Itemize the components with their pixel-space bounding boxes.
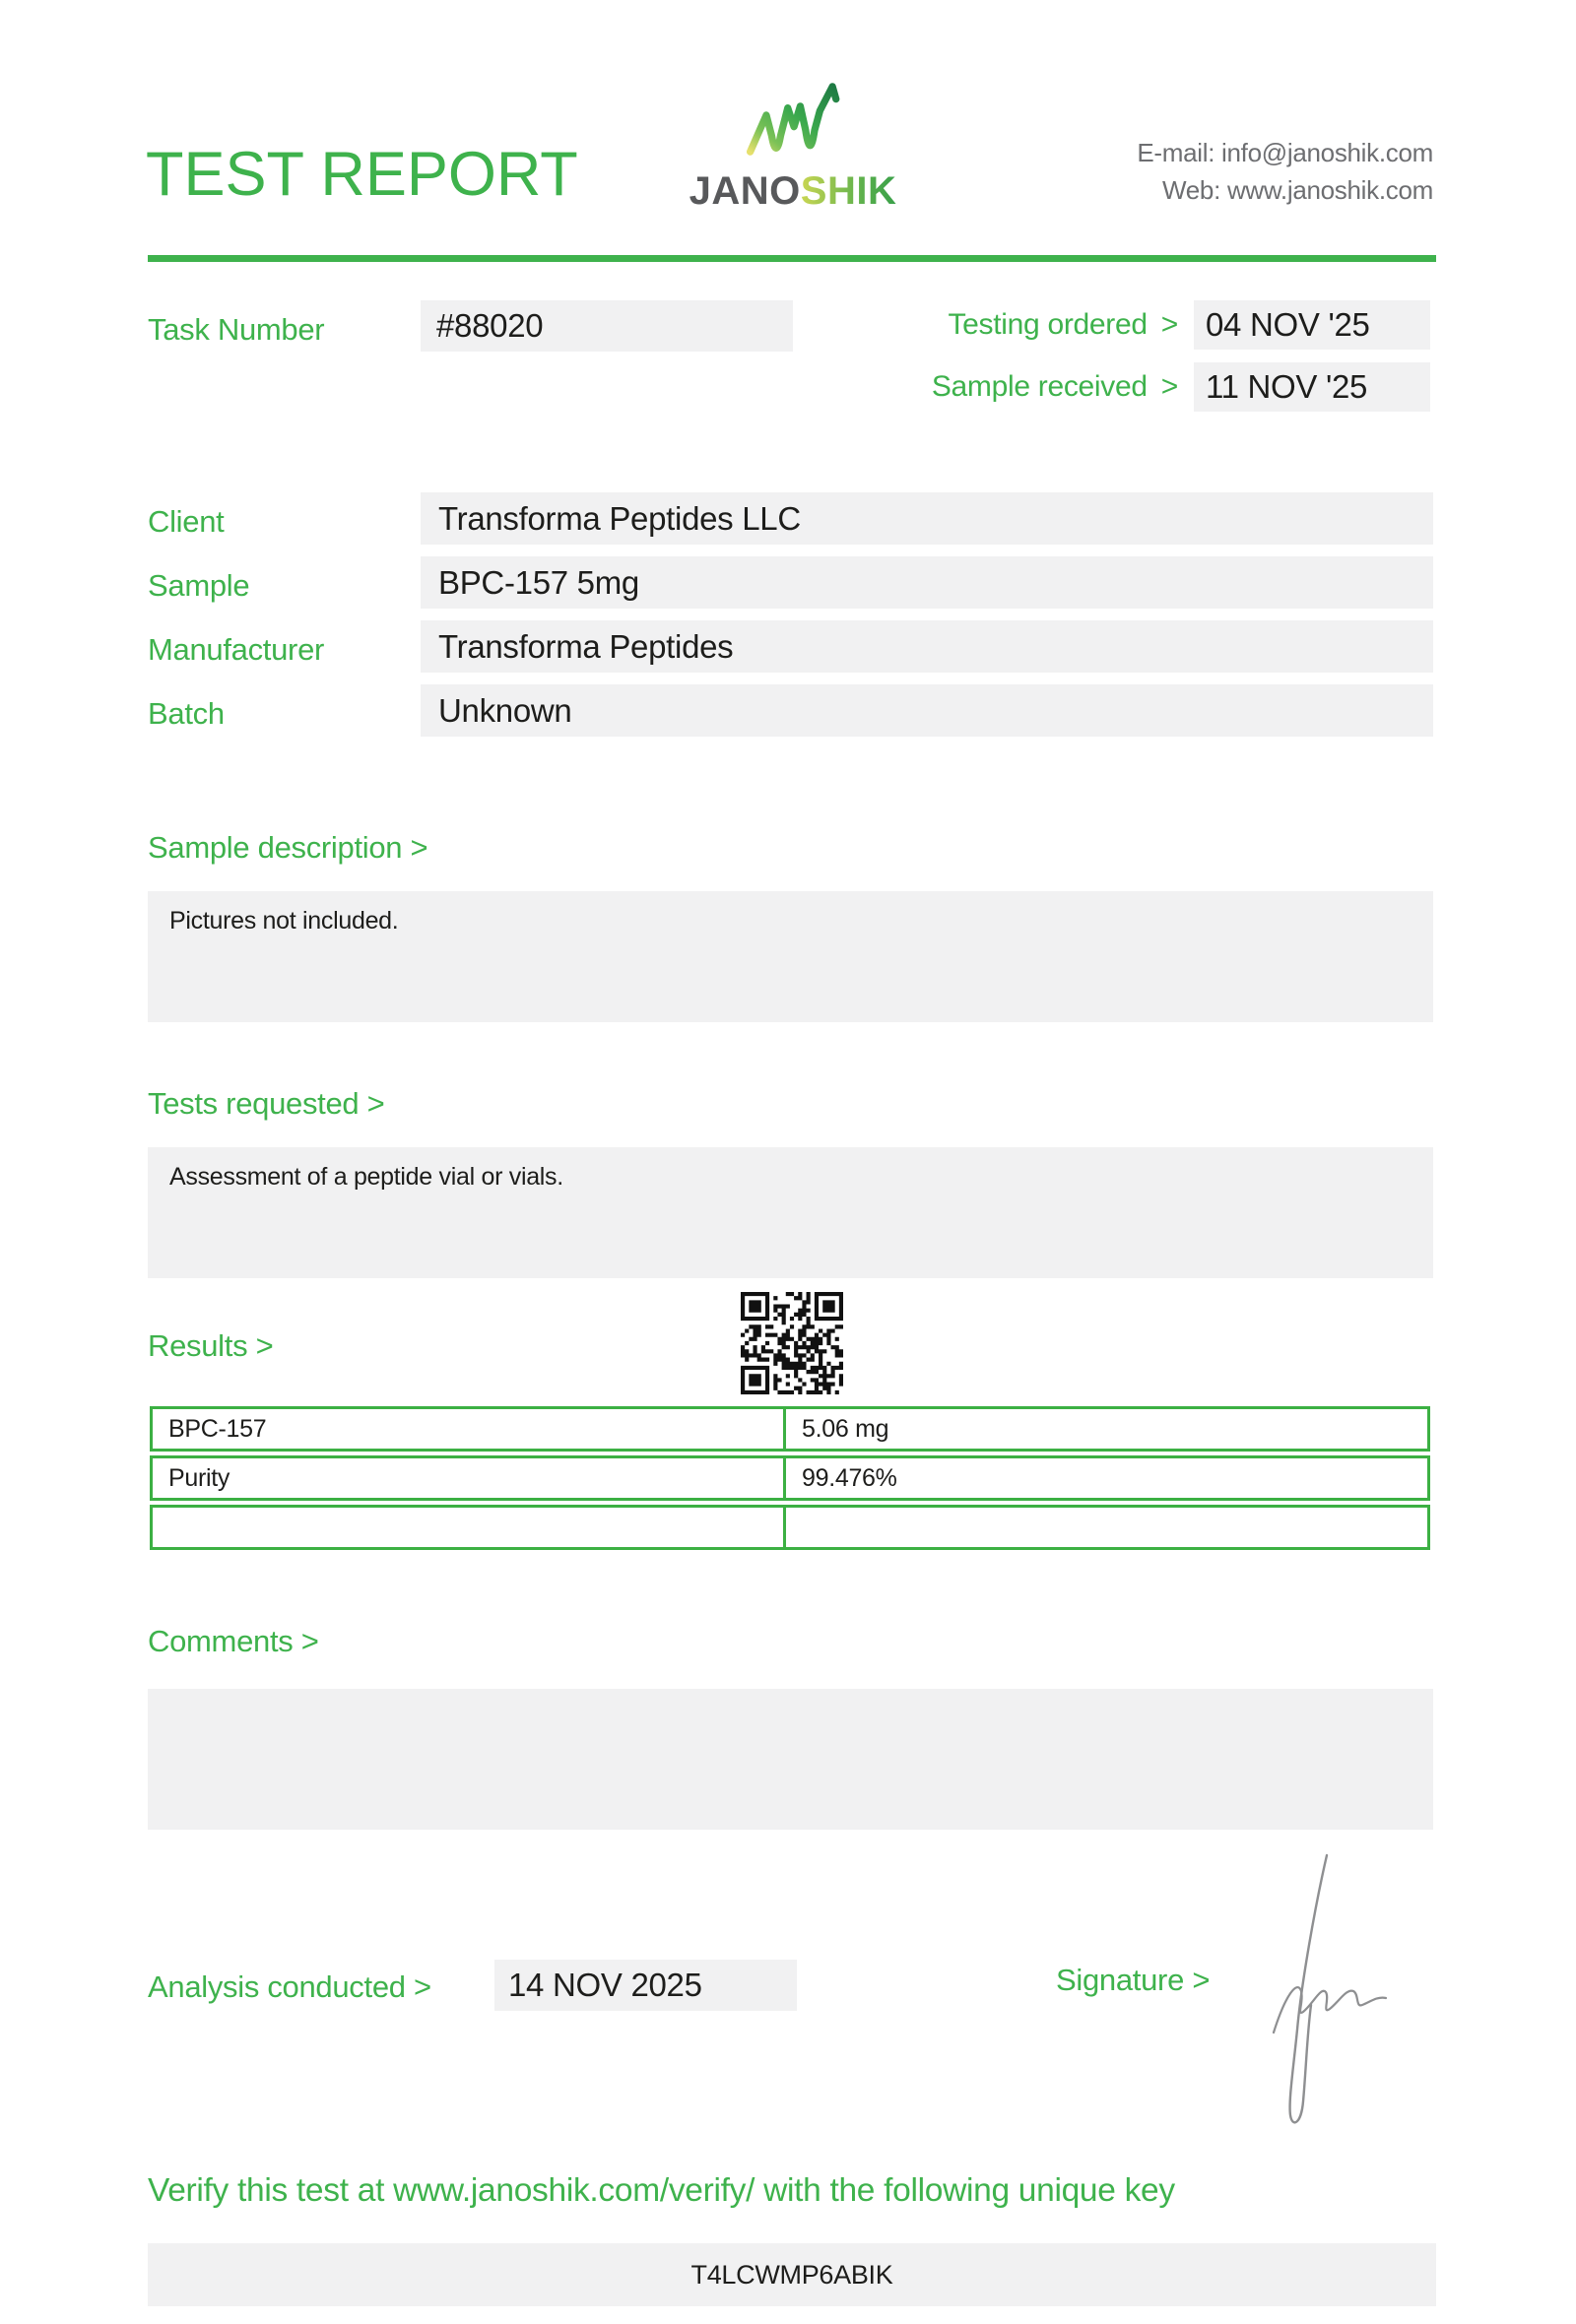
sample-label: Sample — [148, 568, 250, 603]
rising-chart-icon — [737, 75, 853, 173]
verify-instruction: Verify this test at www.janoshik.com/verify/ with the following unique key — [148, 2172, 1175, 2209]
tests-requested-box — [148, 1147, 1433, 1278]
sample-received-label: Sample received — [931, 370, 1148, 403]
logo-wordmark — [680, 169, 906, 214]
comments-box — [148, 1689, 1433, 1830]
analysis-conducted-label: Analysis conducted > — [148, 1969, 431, 2004]
tests-requested-text: Assessment of a peptide vial or vials. — [169, 1163, 563, 1191]
results-table — [150, 1406, 1430, 1554]
result-analyte: BPC-157 — [153, 1409, 786, 1449]
sample-description-box — [148, 891, 1433, 1022]
qr-code — [741, 1292, 843, 1394]
tests-requested-heading: Tests requested > — [148, 1086, 385, 1121]
contact-email: E-mail: info@janoshik.com — [1137, 138, 1433, 167]
sample-description-text: Pictures not included. — [169, 907, 399, 935]
analysis-conducted-date: 14 NOV 2025 — [494, 1960, 797, 2011]
sample-received-row — [932, 362, 1430, 412]
sample-description-heading: Sample description > — [148, 830, 428, 865]
contact-info — [1137, 134, 1433, 209]
contact-web: Web: www.janoshik.com — [1162, 175, 1433, 205]
table-row — [150, 1406, 1430, 1452]
page-title: TEST REPORT — [146, 140, 578, 209]
task-number-value: #88020 — [421, 300, 793, 352]
sample-received-arrow: > — [1160, 370, 1178, 403]
signature-image — [1259, 1847, 1397, 2143]
sample-value: BPC-157 5mg — [421, 556, 1433, 609]
table-row — [150, 1505, 1430, 1550]
signature-label: Signature > — [1056, 1963, 1211, 1997]
manufacturer-label: Manufacturer — [148, 632, 325, 667]
logo-text-jano: JANO — [689, 169, 801, 213]
header-divider — [148, 255, 1436, 262]
testing-ordered-row — [948, 300, 1430, 350]
manufacturer-value: Transforma Peptides — [421, 620, 1433, 673]
result-value — [786, 1508, 1427, 1547]
result-value: 5.06 mg — [802, 1415, 889, 1443]
result-analyte: Purity — [153, 1458, 786, 1498]
logo-text-shik: SHIK — [800, 169, 897, 213]
result-value: 99.476% — [802, 1464, 897, 1492]
task-number-label: Task Number — [148, 312, 325, 347]
testing-ordered-date: 04 NOV '25 — [1194, 300, 1430, 350]
comments-heading: Comments > — [148, 1624, 319, 1658]
testing-ordered-label: Testing ordered — [948, 308, 1148, 341]
batch-value: Unknown — [421, 684, 1433, 737]
batch-label: Batch — [148, 696, 225, 731]
client-label: Client — [148, 504, 225, 539]
result-analyte — [153, 1508, 786, 1547]
results-heading: Results > — [148, 1328, 274, 1363]
unique-key-value: T4LCWMP6ABIK — [148, 2243, 1436, 2306]
sample-received-date: 11 NOV '25 — [1194, 362, 1430, 412]
testing-ordered-arrow: > — [1160, 308, 1178, 341]
table-row — [150, 1455, 1430, 1501]
client-value: Transforma Peptides LLC — [421, 492, 1433, 545]
